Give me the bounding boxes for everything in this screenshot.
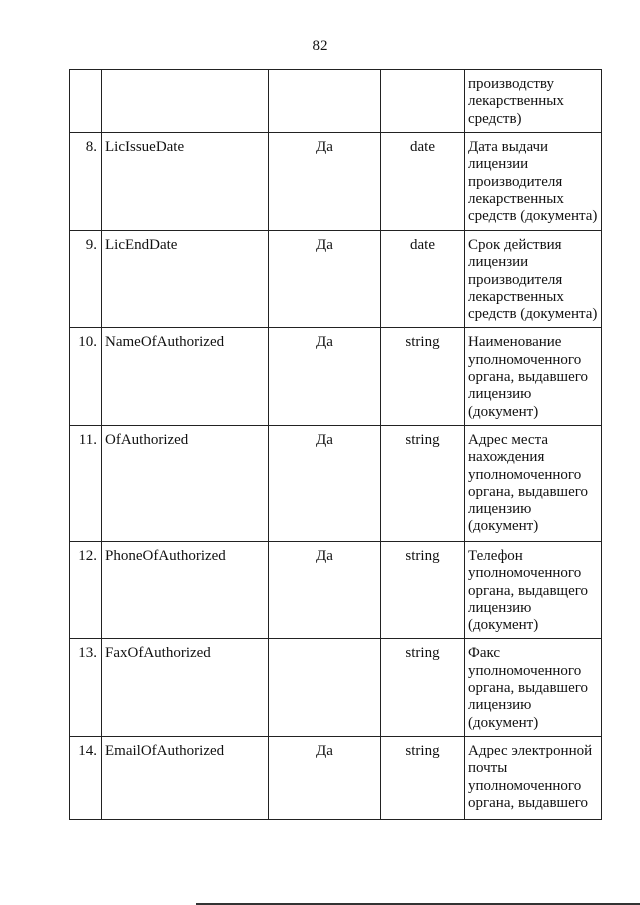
row-number: 11. (70, 425, 102, 541)
required-flag: Да (269, 425, 381, 541)
field-name: EmailOfAuthorized (102, 736, 269, 819)
required-flag (269, 70, 381, 133)
field-description: производству лекарственных средств) (465, 70, 602, 133)
required-flag: Да (269, 328, 381, 425)
field-description: Телефон уполномоченного органа, выдавщего лицензию (документ) (465, 541, 602, 638)
fields-table (69, 69, 602, 820)
field-type: string (381, 541, 465, 638)
field-name: NameOfAuthorized (102, 328, 269, 425)
field-type: date (381, 133, 465, 231)
field-type: string (381, 639, 465, 736)
required-flag: Да (269, 231, 381, 328)
field-description: Наименование уполномоченного органа, выдавшего лицензию (документ) (465, 328, 602, 425)
table-row (70, 328, 602, 425)
table-row (70, 736, 602, 819)
field-name: OfAuthorized (102, 425, 269, 541)
field-name: PhoneOfAuthorized (102, 541, 269, 638)
table-row (70, 133, 602, 231)
row-number: 13. (70, 639, 102, 736)
field-type: date (381, 231, 465, 328)
field-type (381, 70, 465, 133)
table-row (70, 231, 602, 328)
field-name: LicIssueDate (102, 133, 269, 231)
page-number: 82 (312, 38, 328, 54)
table-row (70, 425, 602, 541)
field-description: Факс уполномоченного органа, выдавшего лицензию (документ) (465, 639, 602, 736)
table-row (70, 541, 602, 638)
row-number: 8. (70, 133, 102, 231)
required-flag: Да (269, 133, 381, 231)
row-number: 14. (70, 736, 102, 819)
row-number: 12. (70, 541, 102, 638)
field-type: string (381, 328, 465, 425)
table-row (70, 70, 602, 133)
row-number: 9. (70, 231, 102, 328)
field-type: string (381, 425, 465, 541)
field-name: FaxOfAuthorized (102, 639, 269, 736)
row-number (70, 70, 102, 133)
table-row (70, 639, 602, 736)
field-description: Адрес места нахождения уполномоченного органа, выдавшего лицензию (документ) (465, 425, 602, 541)
field-description: Срок действия лицензии производителя лекарственных средств (документа) (465, 231, 602, 328)
required-flag (269, 639, 381, 736)
field-type: string (381, 736, 465, 819)
field-name (102, 70, 269, 133)
field-name: LicEndDate (102, 231, 269, 328)
row-number: 10. (70, 328, 102, 425)
field-description: Адрес электронной почты уполномоченного органа, выдавшего (465, 736, 602, 819)
required-flag: Да (269, 541, 381, 638)
required-flag: Да (269, 736, 381, 819)
field-description: Дата выдачи лицензии производителя лекарственных средств (документа) (465, 133, 602, 231)
